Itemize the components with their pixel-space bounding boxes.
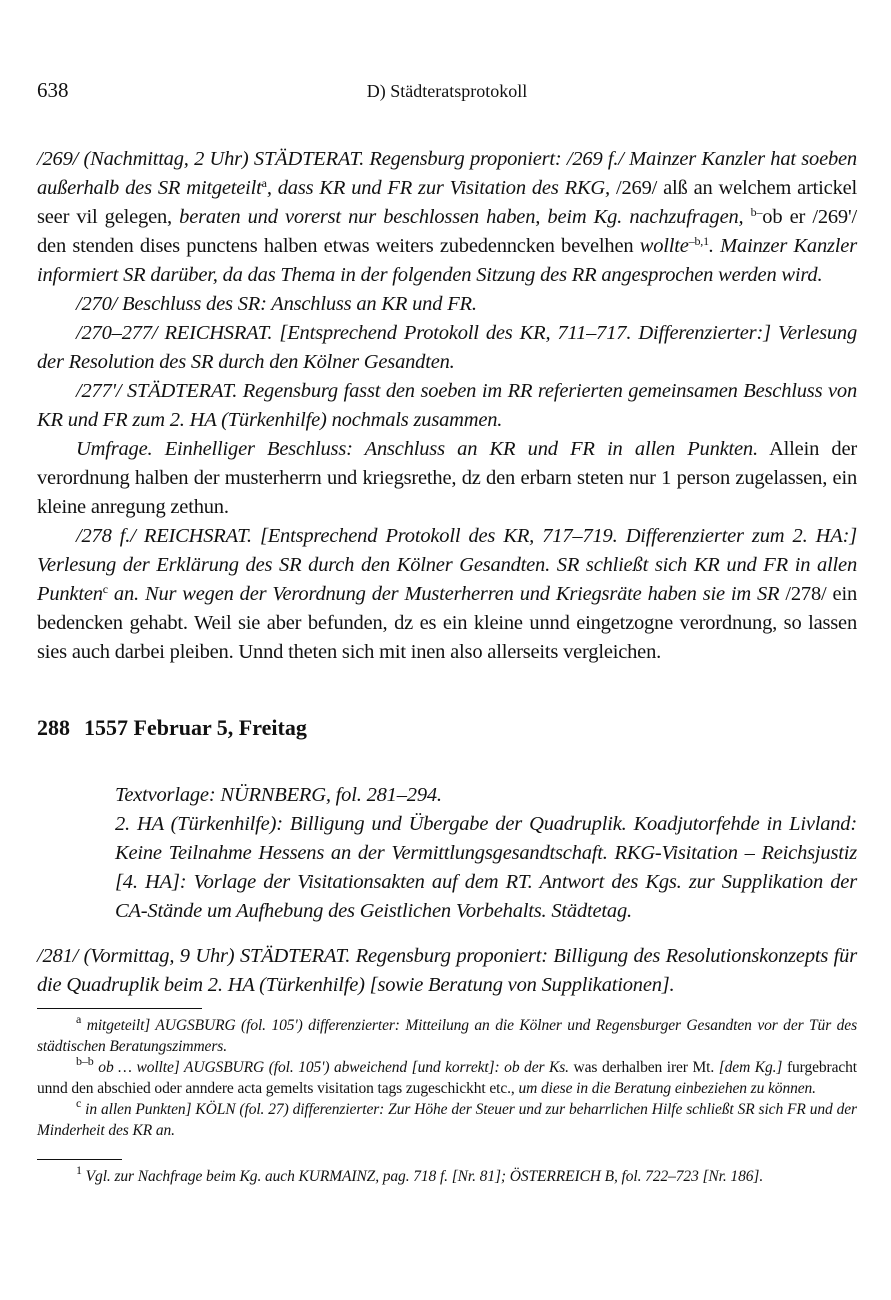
document-date: 1557 Februar 5, Freitag [84, 715, 307, 740]
text-run: /269/ (Nachmittag, 2 Uhr) STÄDTERAT. Regensburg proponiert: /269 f./ Mainzer Kanzler hat soeben außerhalb des SR mitgeteilt [37, 148, 857, 199]
text-run: was derhalben irer Mt. [568, 1059, 719, 1076]
text-run: ob er /269'/ den stenden dises punctens halben etwas weiters zubedenncken bevelhen [37, 206, 857, 257]
text-run: , dass KR und FR zur Visitation des RKG, [266, 177, 616, 199]
page-number: 638 [37, 78, 69, 102]
protocol-section-287 [37, 145, 857, 667]
paragraph [37, 1096, 857, 1141]
text-run: 2. HA (Türkenhilfe): Billigung und Übergabe der Quadruplik. Koadjutorfehde in Livland: Keine Teilnahme Hessens an der Vermittlungsgesandtschaft. RKG-Visitation – Reichsjustiz [4. HA]: Vorlage der Visitationsakten auf dem RT. Antwort des Kgs. zur Supplikation der CA-Stände um Aufhebung des Geistlichen Vorbehalts. Städtetag. [115, 813, 857, 922]
text-run: furgebracht unnd den abschied oder anndere acta gemelts visitation tags zugeschickht etc., [37, 1059, 857, 1097]
text-run: /270–277/ REICHSRAT. [Entsprechend Protokoll des KR, 711–717. Differenzierter:] Verlesung der Resolution des SR durch den Kölner Gesandten. [37, 322, 857, 373]
document-heading [37, 713, 857, 743]
paragraph [115, 781, 857, 810]
text-run: in allen Punkten] KÖLN (fol. 27) differenzierter: Zur Höhe der Steuer und zur beharrlichen Hilfe schließt SR sich FR und der Minderheit des KR an. [37, 1101, 857, 1139]
note-marker: c [76, 1096, 82, 1110]
text-run: Textvorlage: NÜRNBERG, fol. 281–294. [115, 784, 442, 806]
paragraph [37, 319, 857, 377]
protocol-section-288 [37, 942, 857, 1000]
document-number: 288 [37, 715, 70, 740]
text-run: beraten und vorerst nur beschlossen haben, beim Kg. nachzufragen, [179, 206, 751, 228]
paragraph [37, 435, 857, 522]
footnotes-numbered [37, 1163, 857, 1187]
running-title: D) Städteratsprotokoll [366, 81, 528, 101]
note-marker: a [261, 176, 267, 190]
note-marker: c [102, 582, 108, 596]
paragraph [115, 810, 857, 926]
text-run: Umfrage. Einhelliger Beschluss: Anschluss an KR und FR in allen Punkten. [76, 438, 758, 460]
note-marker: 1 [76, 1163, 82, 1177]
paragraph [37, 522, 857, 667]
paragraph [37, 377, 857, 435]
text-run: um diese in die Beratung einbeziehen zu können. [518, 1080, 816, 1097]
document-summary [115, 781, 857, 926]
note-marker: b– [750, 205, 763, 219]
text-run: /270/ Beschluss des SR: Anschluss an KR und FR. [76, 293, 477, 315]
footnote-divider [37, 1008, 202, 1009]
note-marker: b–b [76, 1054, 94, 1068]
paragraph [37, 1163, 857, 1187]
text-run: Allein der verordnung halben der musterherrn und kriegsrethe, dz den erbarn steten nur 1 person zugelassen, ein kleine anregung zethun. [37, 438, 857, 518]
text-run: /281/ (Vormittag, 9 Uhr) STÄDTERAT. Regensburg proponiert: Billigung des Resolutionskonzepts für die Quadruplik beim 2. HA (Türkenhilfe) [sowie Beratung von Supplikationen]. [37, 945, 857, 996]
text-run: /278 f./ REICHSRAT. [Entsprechend Protokoll des KR, 717–719. Differenzierter zum 2. HA:] Verlesung der Erklärung des SR durch den Kölner Gesandten. SR schließt sich KR und FR in allen Punkten [37, 525, 857, 605]
page-header [37, 78, 857, 108]
paragraph [37, 290, 857, 319]
paragraph [37, 1054, 857, 1099]
text-run: /278/ ein bedencken gehabt. Weil sie aber befunden, dz es ein kleine unnd eingetzogne verordnung, so lassen sies auch darbei pleiben. Unnd theten sich mit inen also allerseits vergleichen. [37, 583, 857, 663]
paragraph [37, 145, 857, 290]
footnote-divider-numbered [37, 1159, 122, 1160]
note-marker: –b,1 [688, 234, 709, 248]
text-run: an. Nur wegen der Verordnung der Musterherren und Kriegsräte haben sie im SR [107, 583, 786, 605]
note-marker: a [76, 1012, 82, 1026]
paragraph [37, 1012, 857, 1057]
text-run: . Mainzer Kanzler informiert SR darüber, da das Thema in der folgenden Sitzung des RR angesprochen werden wird. [37, 235, 857, 286]
text-run: /277'/ STÄDTERAT. Regensburg fasst den soeben im RR referierten gemeinsamen Beschluss von KR und FR zum 2. HA (Türkenhilfe) nochmals zusammen. [37, 380, 857, 431]
text-run: wollte [639, 235, 689, 257]
text-run: /269/ alß an welchem artickel seer vil gelegen, [37, 177, 858, 228]
footnotes-textual [37, 1012, 857, 1141]
text-run: ob … wollte] AUGSBURG (fol. 105') abweichend [und korrekt]: ob der Ks. [93, 1059, 569, 1076]
text-run: mitgeteilt] AUGSBURG (fol. 105') differenzierter: Mitteilung an die Kölner und Regensburger Gesandten vor der Tür des städtischen Beratungszimmers. [37, 1017, 857, 1055]
text-run: [dem Kg.] [718, 1059, 783, 1076]
text-run: Vgl. zur Nachfrage beim Kg. auch KURMAINZ, pag. 718 f. [Nr. 81]; ÖSTERREICH B, fol. 722–723 [Nr. 186]. [81, 1168, 764, 1185]
paragraph [37, 942, 857, 1000]
